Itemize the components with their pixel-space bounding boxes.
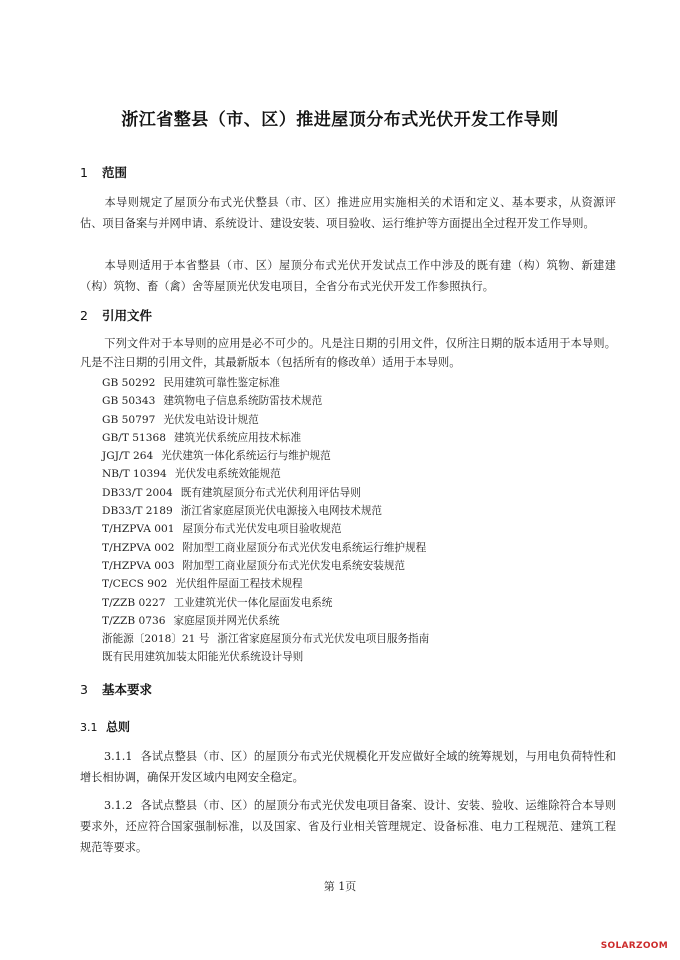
section-title: 范围 [102, 165, 128, 180]
section-2-paragraph-1 [80, 334, 616, 372]
clause-text: 各试点整县（市、区）的屋顶分布式光伏发电项目备案、设计、安装、验收、运维除符合本导则要求外，还应符合国家强制标准，以及国家、省及行业相关管理规定、设备标准、电力工程规范、建筑工程规范等要求。 [80, 799, 616, 854]
reference-item: DB33/T 2189 浙江省家庭屋顶光伏电源接入电网技术规范 [102, 505, 383, 518]
section-2-heading [80, 306, 152, 324]
section-1-heading [80, 163, 127, 181]
reference-item: 浙能源〔2018〕21 号 浙江省家庭屋顶分布式光伏发电项目服务指南 [102, 633, 430, 646]
section-1-paragraph-1 [80, 192, 616, 234]
section-3-heading [80, 680, 152, 698]
reference-item: T/CECS 902 光伏组件屋面工程技术规程 [102, 578, 303, 591]
reference-item: GB 50797 光伏发电站设计规范 [102, 413, 259, 426]
reference-item: JGJ/T 264 光伏建筑一体化系统运行与维护规范 [102, 450, 331, 463]
clause-number: 3.1.2 [104, 799, 133, 812]
clause-number: 3.1.1 [104, 750, 133, 763]
subsection-3-1-heading [80, 718, 130, 735]
section-title: 基本要求 [102, 682, 153, 697]
paragraph-text: 本导则适用于本省整县（市、区）屋顶分布式光伏开发试点工作中涉及的既有建（构）筑物、新建建（构）筑物、畜（禽）舍等屋顶光伏发电项目，全省分布式光伏开发工作参照执行。 [80, 259, 616, 293]
reference-item: GB 50292 民用建筑可靠性鉴定标准 [102, 377, 280, 389]
clause-3-1-2 [80, 795, 616, 858]
reference-item: DB33/T 2004 既有建筑屋顶分布式光伏利用评估导则 [102, 486, 361, 499]
paragraph-text: 本导则规定了屋顶分布式光伏整县（市、区）推进应用实施相关的术语和定义、基本要求，从资源评估、项目备案与并网申请、系统设计、建设安装、项目验收、运行维护等方面提出全过程开发工作导则。 [80, 196, 616, 230]
reference-item: GB/T 51368 建筑光伏系统应用技术标准 [102, 431, 302, 444]
document-title: 浙江省整县（市、区）推进屋顶分布式光伏开发工作导则 [121, 110, 559, 130]
reference-list [102, 374, 429, 667]
reference-item: T/ZZB 0736 家庭屋顶并网光伏系统 [102, 614, 280, 627]
section-1-paragraph-2 [80, 255, 616, 297]
watermark-logo: SOLARZOOM [600, 941, 668, 951]
page-number: 第 1页 [323, 880, 357, 893]
reference-item: GB 50343 建筑物电子信息系统防雷技术规范 [102, 395, 323, 408]
reference-item: T/HZPVA 001 屋顶分布式光伏发电项目验收规范 [102, 523, 342, 536]
clause-text: 各试点整县（市、区）的屋顶分布式光伏规模化开发应做好全域的统筹规划，与用电负荷特性和增长相协调，确保开发区域内电网安全稳定。 [80, 750, 616, 784]
reference-item: T/HZPVA 002 附加型工商业屋顶分布式光伏发电系统运行维护规程 [102, 541, 427, 554]
subsection-title: 总则 [106, 720, 131, 734]
section-number: 3 [80, 682, 88, 697]
subsection-number: 3.1 [80, 721, 98, 734]
section-number: 1 [80, 165, 88, 180]
reference-item: 既有民用建筑加装太阳能光伏系统设计导则 [102, 651, 304, 664]
section-title: 引用文件 [102, 308, 153, 323]
reference-item: T/ZZB 0227 工业建筑光伏一体化屋面发电系统 [102, 596, 333, 609]
clause-3-1-1 [80, 746, 616, 788]
paragraph-text: 下列文件对于本导则的应用是必不可少的。凡是注日期的引用文件，仅所注日期的版本适用于本导则。凡是不注日期的引用文件，其最新版本（包括所有的修改单）适用于本导则。 [80, 337, 616, 369]
section-number: 2 [80, 308, 88, 323]
reference-item: T/HZPVA 003 附加型工商业屋顶分布式光伏发电系统安装规范 [102, 559, 406, 572]
reference-item: NB/T 10394 光伏发电系统效能规范 [102, 468, 281, 481]
